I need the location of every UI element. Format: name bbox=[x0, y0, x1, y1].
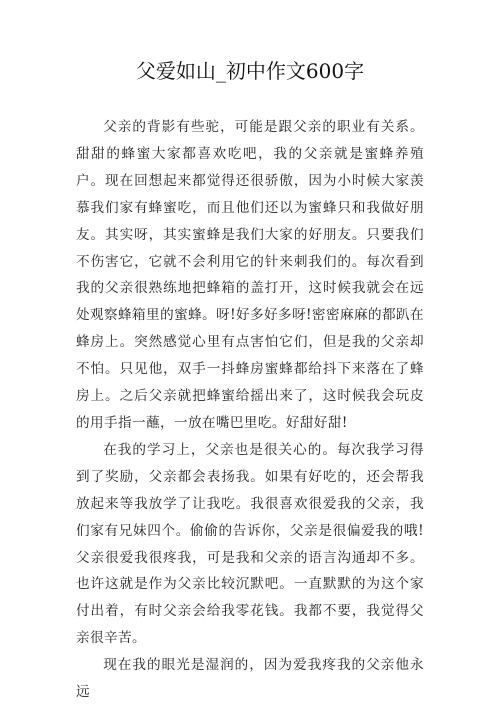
paragraph-2: 在我的学习上，父亲也是很关心的。每次我学习得到了奖励，父亲都会表扬我。如果有好吃的，还会帮我放起来等我放学了让我吃。我很喜欢很爱我的父亲，我们家有兄妹四个。偷偷的告诉你，父亲是很偏爱我的哦!父亲很爱我很疼我，可是我和父亲的语言沟通却不多。也许这就是作为父亲比较沉默吧。一直默默的为这个家付出着，有时父亲会给我零花钱。我都不要，我觉得父亲很辛苦。 bbox=[76, 441, 424, 647]
paragraph-3: 现在我的眼光是湿润的，因为爱我疼我的父亲他永远 bbox=[76, 657, 424, 701]
document-body bbox=[76, 114, 424, 706]
paragraph-1: 父亲的背影有些驼，可能是跟父亲的职业有关系。甜甜的蜂蜜大家都喜欢吃吧，我的父亲就是蜜蜂养殖户。现在回想起来都觉得还很骄傲，因为小时候大家羡慕我们家有蜂蜜吃，而且他们还以为蜜蜂只和我做好朋友。其实呀，其实蜜蜂是我们大家的好朋友。只要我们不伤害它，它就不会利用它的针来刺我们的。每次看到我的父亲很熟练地把蜂箱的盖打开，这时候我就会在远处观察蜂箱里的蜜蜂。呀!好多好多呀!密密麻麻的都趴在蜂房上。突然感觉心里有点害怕它们，但是我的父亲却不怕。只见他，双手一抖蜂房蜜蜂都给抖下来落在了蜂房上。之后父亲就把蜂蜜给摇出来了，这时候我会玩皮的用手指一蘸，一放在嘴巴里吃。好甜好甜! bbox=[76, 119, 424, 431]
document-title: 父爱如山_初中作文600字 bbox=[135, 59, 365, 83]
